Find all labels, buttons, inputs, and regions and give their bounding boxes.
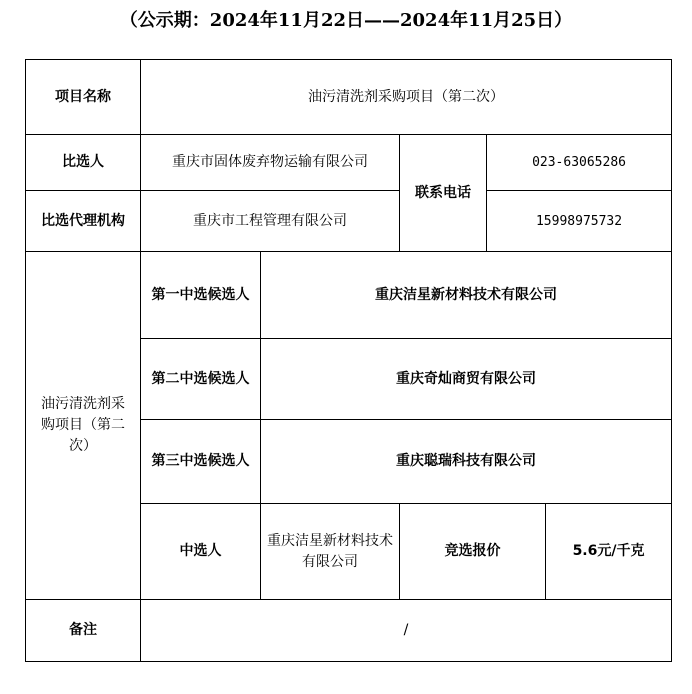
- selection-result-table: [25, 59, 672, 662]
- agency-value: 重庆市工程管理有限公司: [141, 191, 400, 252]
- row-candidate-1: [26, 252, 672, 339]
- agency-label: 比选代理机构: [26, 191, 141, 252]
- candidate-1-value: 重庆洁星新材料技术有限公司: [261, 252, 672, 339]
- project-name-label: 项目名称: [26, 60, 141, 135]
- section-label: 油污清洗剂采购项目（第二次）: [26, 252, 141, 600]
- buyer-label: 比选人: [26, 135, 141, 191]
- row-remark: [26, 600, 672, 662]
- row-agency: [26, 191, 672, 252]
- price-value: 5.6元/千克: [546, 504, 672, 600]
- price-label: 竞选报价: [400, 504, 546, 600]
- candidate-2-value: 重庆奇灿商贸有限公司: [261, 339, 672, 420]
- candidate-3-label: 第三中选候选人: [141, 420, 261, 504]
- row-project-name: [26, 60, 672, 135]
- publicity-period: （公示期：2024年11月22日——2024年11月25日）: [119, 10, 573, 31]
- candidate-3-value: 重庆聪瑞科技有限公司: [261, 420, 672, 504]
- agency-phone: 15998975732: [487, 191, 672, 252]
- candidate-1-label: 第一中选候选人: [141, 252, 261, 339]
- remark-label: 备注: [26, 600, 141, 662]
- buyer-value: 重庆市固体废弃物运输有限公司: [141, 135, 400, 191]
- winner-value: 重庆洁星新材料技术有限公司: [261, 504, 400, 600]
- candidate-2-label: 第二中选候选人: [141, 339, 261, 420]
- winner-label: 中选人: [141, 504, 261, 600]
- row-buyer: [26, 135, 672, 191]
- remark-value: /: [141, 600, 672, 662]
- phone-label: 联系电话: [400, 135, 487, 252]
- project-name-value: 油污清洗剂采购项目（第二次）: [141, 60, 672, 135]
- buyer-phone: 023-63065286: [487, 135, 672, 191]
